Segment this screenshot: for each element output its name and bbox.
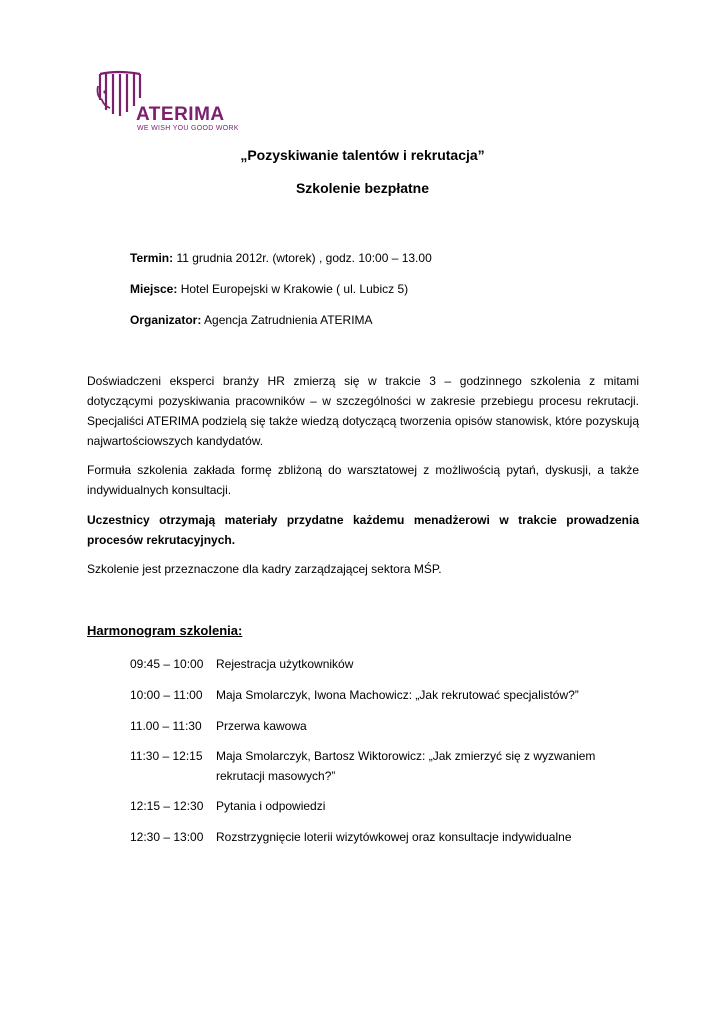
logo-tagline: WE WISH YOU GOOD WORK <box>137 125 239 132</box>
schedule-heading: Harmonogram szkolenia: <box>87 623 243 638</box>
schedule-desc: Rejestracja użytkowników <box>216 657 354 671</box>
aterima-logo <box>96 70 256 134</box>
miejsce-value: Hotel Europejski w Krakowie ( ul. Lubicz 5) <box>177 282 409 296</box>
miejsce-line <box>130 282 408 296</box>
schedule-time: 11.00 – 11:30 <box>130 719 202 733</box>
schedule-desc: Maja Smolarczyk, Iwona Machowicz: „Jak rekrutować specjalistów?” <box>216 688 579 702</box>
schedule-time: 11:30 – 12:15 <box>130 749 203 763</box>
materials-paragraph: Uczestnicy otrzymają materiały przydatne każdemu menadżerowi w trakcie prowadzenia procesów rekrutacyjnych. <box>87 513 639 547</box>
organizator-line <box>130 313 373 327</box>
schedule-time: 10:00 – 11:00 <box>130 688 203 702</box>
termin-line <box>130 251 432 265</box>
schedule-desc: Rozstrzygnięcie loterii wizytówkowej oraz konsultacje indywidualne <box>216 830 572 844</box>
intro-paragraph: Doświadczeni eksperci branży HR zmierzą się w trakcie 3 – godzinnego szkolenia z mitami dotyczącymi pozyskiwania pracowników – w szczególności w zakresie przebiegu procesu rekrutacji. Specjaliści ATERIMA podzielą się także wiedzą dotyczącą tworzenia opisów stanowisk, które pozyskują najwartościowszych kandydatów. <box>87 374 639 448</box>
logo-wordmark: ATERIMA <box>136 104 225 125</box>
schedule-time: 09:45 – 10:00 <box>130 657 204 671</box>
termin-label: Termin: <box>130 251 174 265</box>
organizator-label: Organizator: <box>130 313 202 327</box>
schedule-desc: Maja Smolarczyk, Bartosz Wiktorowicz: „Jak zmierzyć się z wyzwaniem rekrutacji masowych?” <box>216 749 596 783</box>
organizator-value: Agencja Zatrudnienia ATERIMA <box>201 313 373 327</box>
page-title: „Pozyskiwanie talentów i rekrutacja” <box>240 147 485 163</box>
termin-value: 11 grudnia 2012r. (wtorek) , godz. 10:00 – 13.00 <box>173 251 432 265</box>
schedule-time: 12:15 – 12:30 <box>130 799 204 813</box>
schedule-desc: Przerwa kawowa <box>216 719 307 733</box>
audience-paragraph: Szkolenie jest przeznaczone dla kadry zarządzającej sektora MŚP. <box>87 562 442 576</box>
schedule-time: 12:30 – 13:00 <box>130 830 204 844</box>
miejsce-label: Miejsce: <box>130 282 178 296</box>
format-paragraph: Formuła szkolenia zakłada formę zbliżoną do warsztatowej z możliwością pytań, dyskusji, a także indywidualnych konsultacji. <box>87 463 639 497</box>
page-subtitle: Szkolenie bezpłatne <box>295 180 430 196</box>
schedule-desc: Pytania i odpowiedzi <box>216 799 326 813</box>
